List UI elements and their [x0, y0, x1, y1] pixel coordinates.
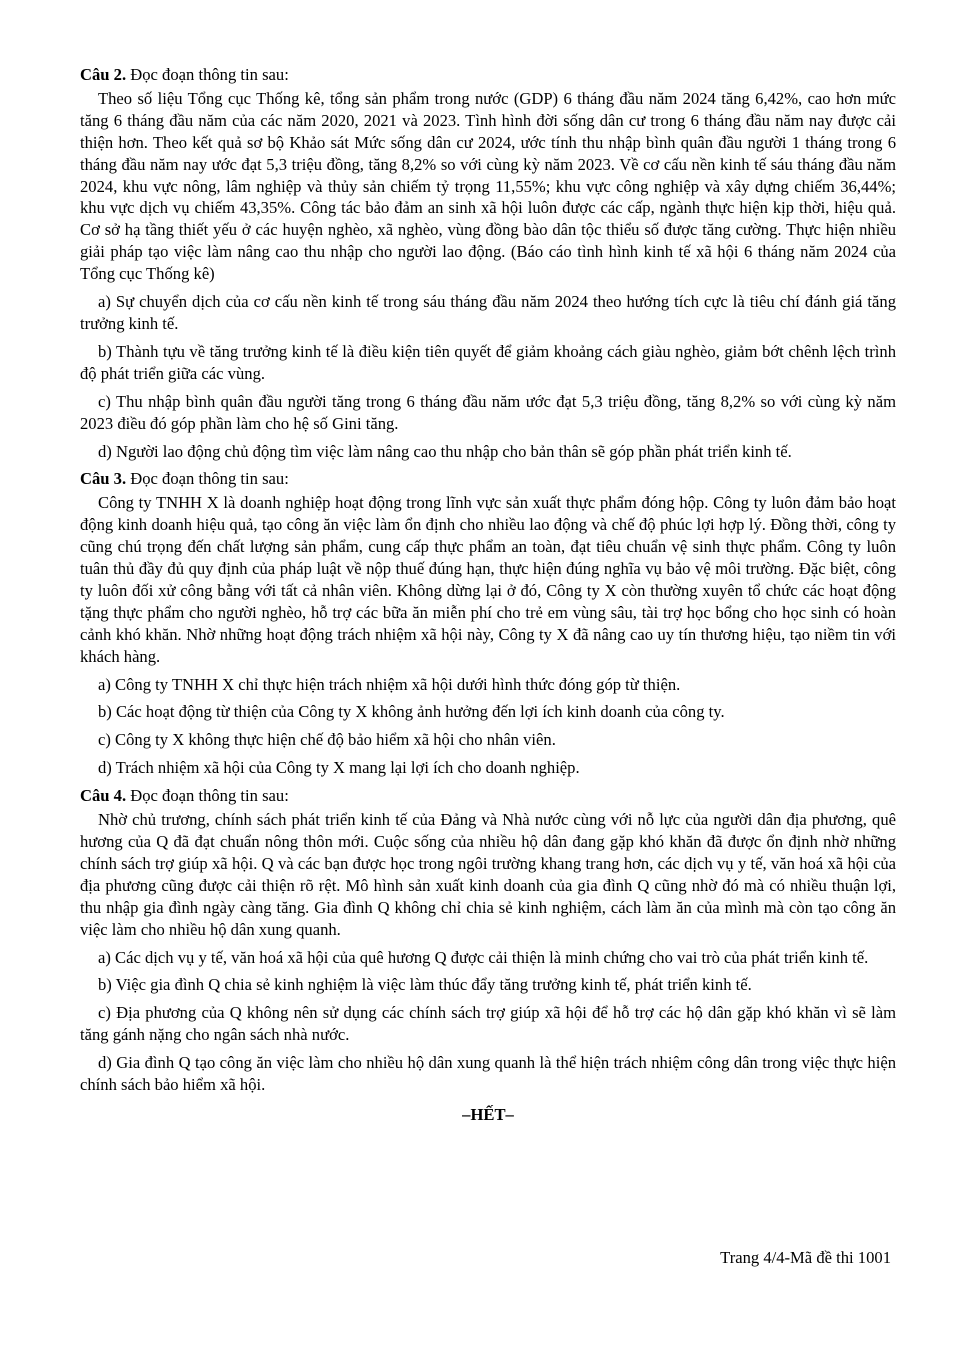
question-header [80, 64, 896, 86]
question-3 [80, 468, 896, 779]
statement-d: d) Người lao động chủ động tìm việc làm nâng cao thu nhập cho bản thân sẽ góp phần phát triển kinh tế. [98, 441, 792, 461]
question-intro: Đọc đoạn thông tin sau: [126, 786, 289, 806]
question-label: Câu 4. [80, 786, 127, 806]
statement-c: c) Công ty X không thực hiện chế độ bảo hiểm xã hội cho nhân viên. [98, 730, 556, 750]
end-mark: –HẾT– [462, 1104, 514, 1124]
page-footer: Trang 4/4-Mã đề thi 1001 [720, 1248, 891, 1267]
statement-a: a) Sự chuyển dịch của cơ cấu nền kinh tế trong sáu tháng đầu năm 2024 theo hướng tích cực là tiêu chí đánh giá tăng trưởng kinh tế. [80, 292, 896, 333]
statement-a: a) Các dịch vụ y tế, văn hoá xã hội của quê hương Q được cải thiện là minh chứng cho vai trò của phát triển kinh tế. [98, 947, 869, 967]
statement-b: b) Việc gia đình Q chia sẻ kinh nghiệm là việc làm thúc đẩy tăng trưởng kinh tế, phát triển kinh tế. [98, 975, 752, 995]
statement-d: d) Gia đình Q tạo công ăn việc làm cho nhiều hộ dân xung quanh là thể hiện trách nhiệm công dân trong việc thực hiện chính sách bảo hiểm xã hội. [80, 1053, 896, 1095]
statement-c: c) Địa phương của Q không nên sử dụng các chính sách trợ giúp xã hội để hỗ trợ các hộ dân gặp khó khăn vì sẽ làm tăng gánh nặng cho ngân sách nhà nước. [80, 1003, 896, 1045]
exam-page [80, 58, 896, 1142]
question-passage: Theo số liệu Tổng cục Thống kê, tổng sản phẩm trong nước (GDP) 6 tháng đầu năm 2024 tăng 6,42%, cao hơn mức tăng 6 tháng đầu năm của các năm 2020, 2021 và 2023. Tình hình đời sống dân cư trong 6 tháng đầu năm nay được cải thiện hơn. Theo kết quả sơ bộ Khảo sát Mức sống dân cư 2024, ước tính thu nhập bình quân đầu người 1 tháng trong 6 tháng đầu năm nay ước đạt 5,3 triệu đồng, tăng 8,2% so với cùng kỳ năm 2023. Về cơ cấu nền kinh tế sáu tháng đầu năm 2024, khu vực nông, lâm nghiệp và thủy sản chiếm tỷ trọng 11,55%; khu vực công nghiệp và xây dựng chiếm 36,44%; khu vực dịch vụ chiếm 43,35%. Công tác bảo đảm an sinh xã hội luôn được các cấp, ngành thực hiện kịp thời, hiệu quả. Cơ sở hạ tầng thiết yếu ở các huyện nghèo, xã nghèo, vùng đồng bào dân tộc thiểu số được tăng cường. Thực hiện nhiều giải pháp tạo việc làm nâng cao thu nhập cho người lao động. (Báo cáo tình hình kinh tế xã hội 6 tháng năm 2024 của Tổng cục Thống kê) [80, 88, 896, 284]
question-header [80, 468, 896, 490]
statement-b: b) Thành tựu về tăng trưởng kinh tế là điều kiện tiên quyết để giảm khoảng cách giàu nghèo, giảm bớt chênh lệch trình độ phát triển giữa các vùng. [80, 341, 896, 383]
question-2 [80, 64, 896, 462]
question-label: Câu 3. [80, 469, 127, 489]
statement-b: b) Các hoạt động từ thiện của Công ty X không ảnh hưởng đến lợi ích kinh doanh của công ty. [98, 702, 725, 722]
question-intro: Đọc đoạn thông tin sau: [126, 65, 289, 84]
question-4 [80, 785, 896, 1096]
question-intro: Đọc đoạn thông tin sau: [126, 469, 289, 489]
question-header [80, 785, 896, 807]
question-passage: Công ty TNHH X là doanh nghiệp hoạt động trong lĩnh vực sản xuất thực phẩm đóng hộp. Công ty luôn đảm bảo hoạt động kinh doanh hiệu quả, tạo công ăn việc làm ổn định cho nhiều lao động và chế độ phúc lợi hợp lý. Đồng thời, công ty cũng chú trọng đến chất lượng sản phẩm, cung cấp thực phẩm an toàn, đạt tiêu chuẩn vệ sinh thực phẩm. Công ty luôn tuân thủ đầy đủ quy định của pháp luật về nộp thuế đúng hạn, thực hiện đúng nghĩa vụ bảo vệ môi trường. Đặc biệt, công ty luôn đối xử công bằng với tất cả nhân viên. Không dừng lại ở đó, Công ty X còn thường xuyên tổ chức các hoạt động tặng thực phẩm cho người nghèo, hỗ trợ các bữa ăn miễn phí cho trẻ em vùng sâu, tài trợ học bổng cho học sinh có hoàn cảnh khó khăn. Nhờ những hoạt động trách nhiệm xã hội này, Công ty X đã nâng cao uy tín thương hiệu, tạo niềm tin với khách hàng. [80, 493, 896, 666]
statement-c: c) Thu nhập bình quân đầu người tăng trong 6 tháng đầu năm ước đạt 5,3 triệu đồng, tăng 8,2% so với cùng kỳ năm 2023 điều đó góp phần làm cho hệ số Gini tăng. [80, 391, 896, 433]
statement-a: a) Công ty TNHH X chỉ thực hiện trách nhiệm xã hội dưới hình thức đóng góp từ thiện. [98, 674, 681, 694]
question-passage: Nhờ chủ trương, chính sách phát triển kinh tế của Đảng và Nhà nước cùng với nỗ lực của người dân địa phương, quê hương của Q đã đạt chuẩn nông thôn mới. Cuộc sống của nhiều hộ dân đang gặp khó khăn đã được ổn định nhờ những chính sách trợ giúp xã hội. Q và các bạn được học trong ngôi trường khang trang hơn, các dịch vụ y tế, văn hoá xã hội của địa phương cũng được cải thiện rõ rệt. Mô hình sản xuất kinh doanh của gia đình Q cũng nhờ đó mà có nhiều thuận lợi, thu nhập gia đình ngày càng tăng. Gia đình Q không chỉ chia sẻ kinh nghiệm, cách làm ăn của mình mà còn tạo công ăn việc làm cho nhiều hộ dân xung quanh. [80, 810, 896, 939]
question-label: Câu 2. [80, 65, 127, 84]
statement-d: d) Trách nhiệm xã hội của Công ty X mang lại lợi ích cho doanh nghiệp. [98, 758, 580, 778]
